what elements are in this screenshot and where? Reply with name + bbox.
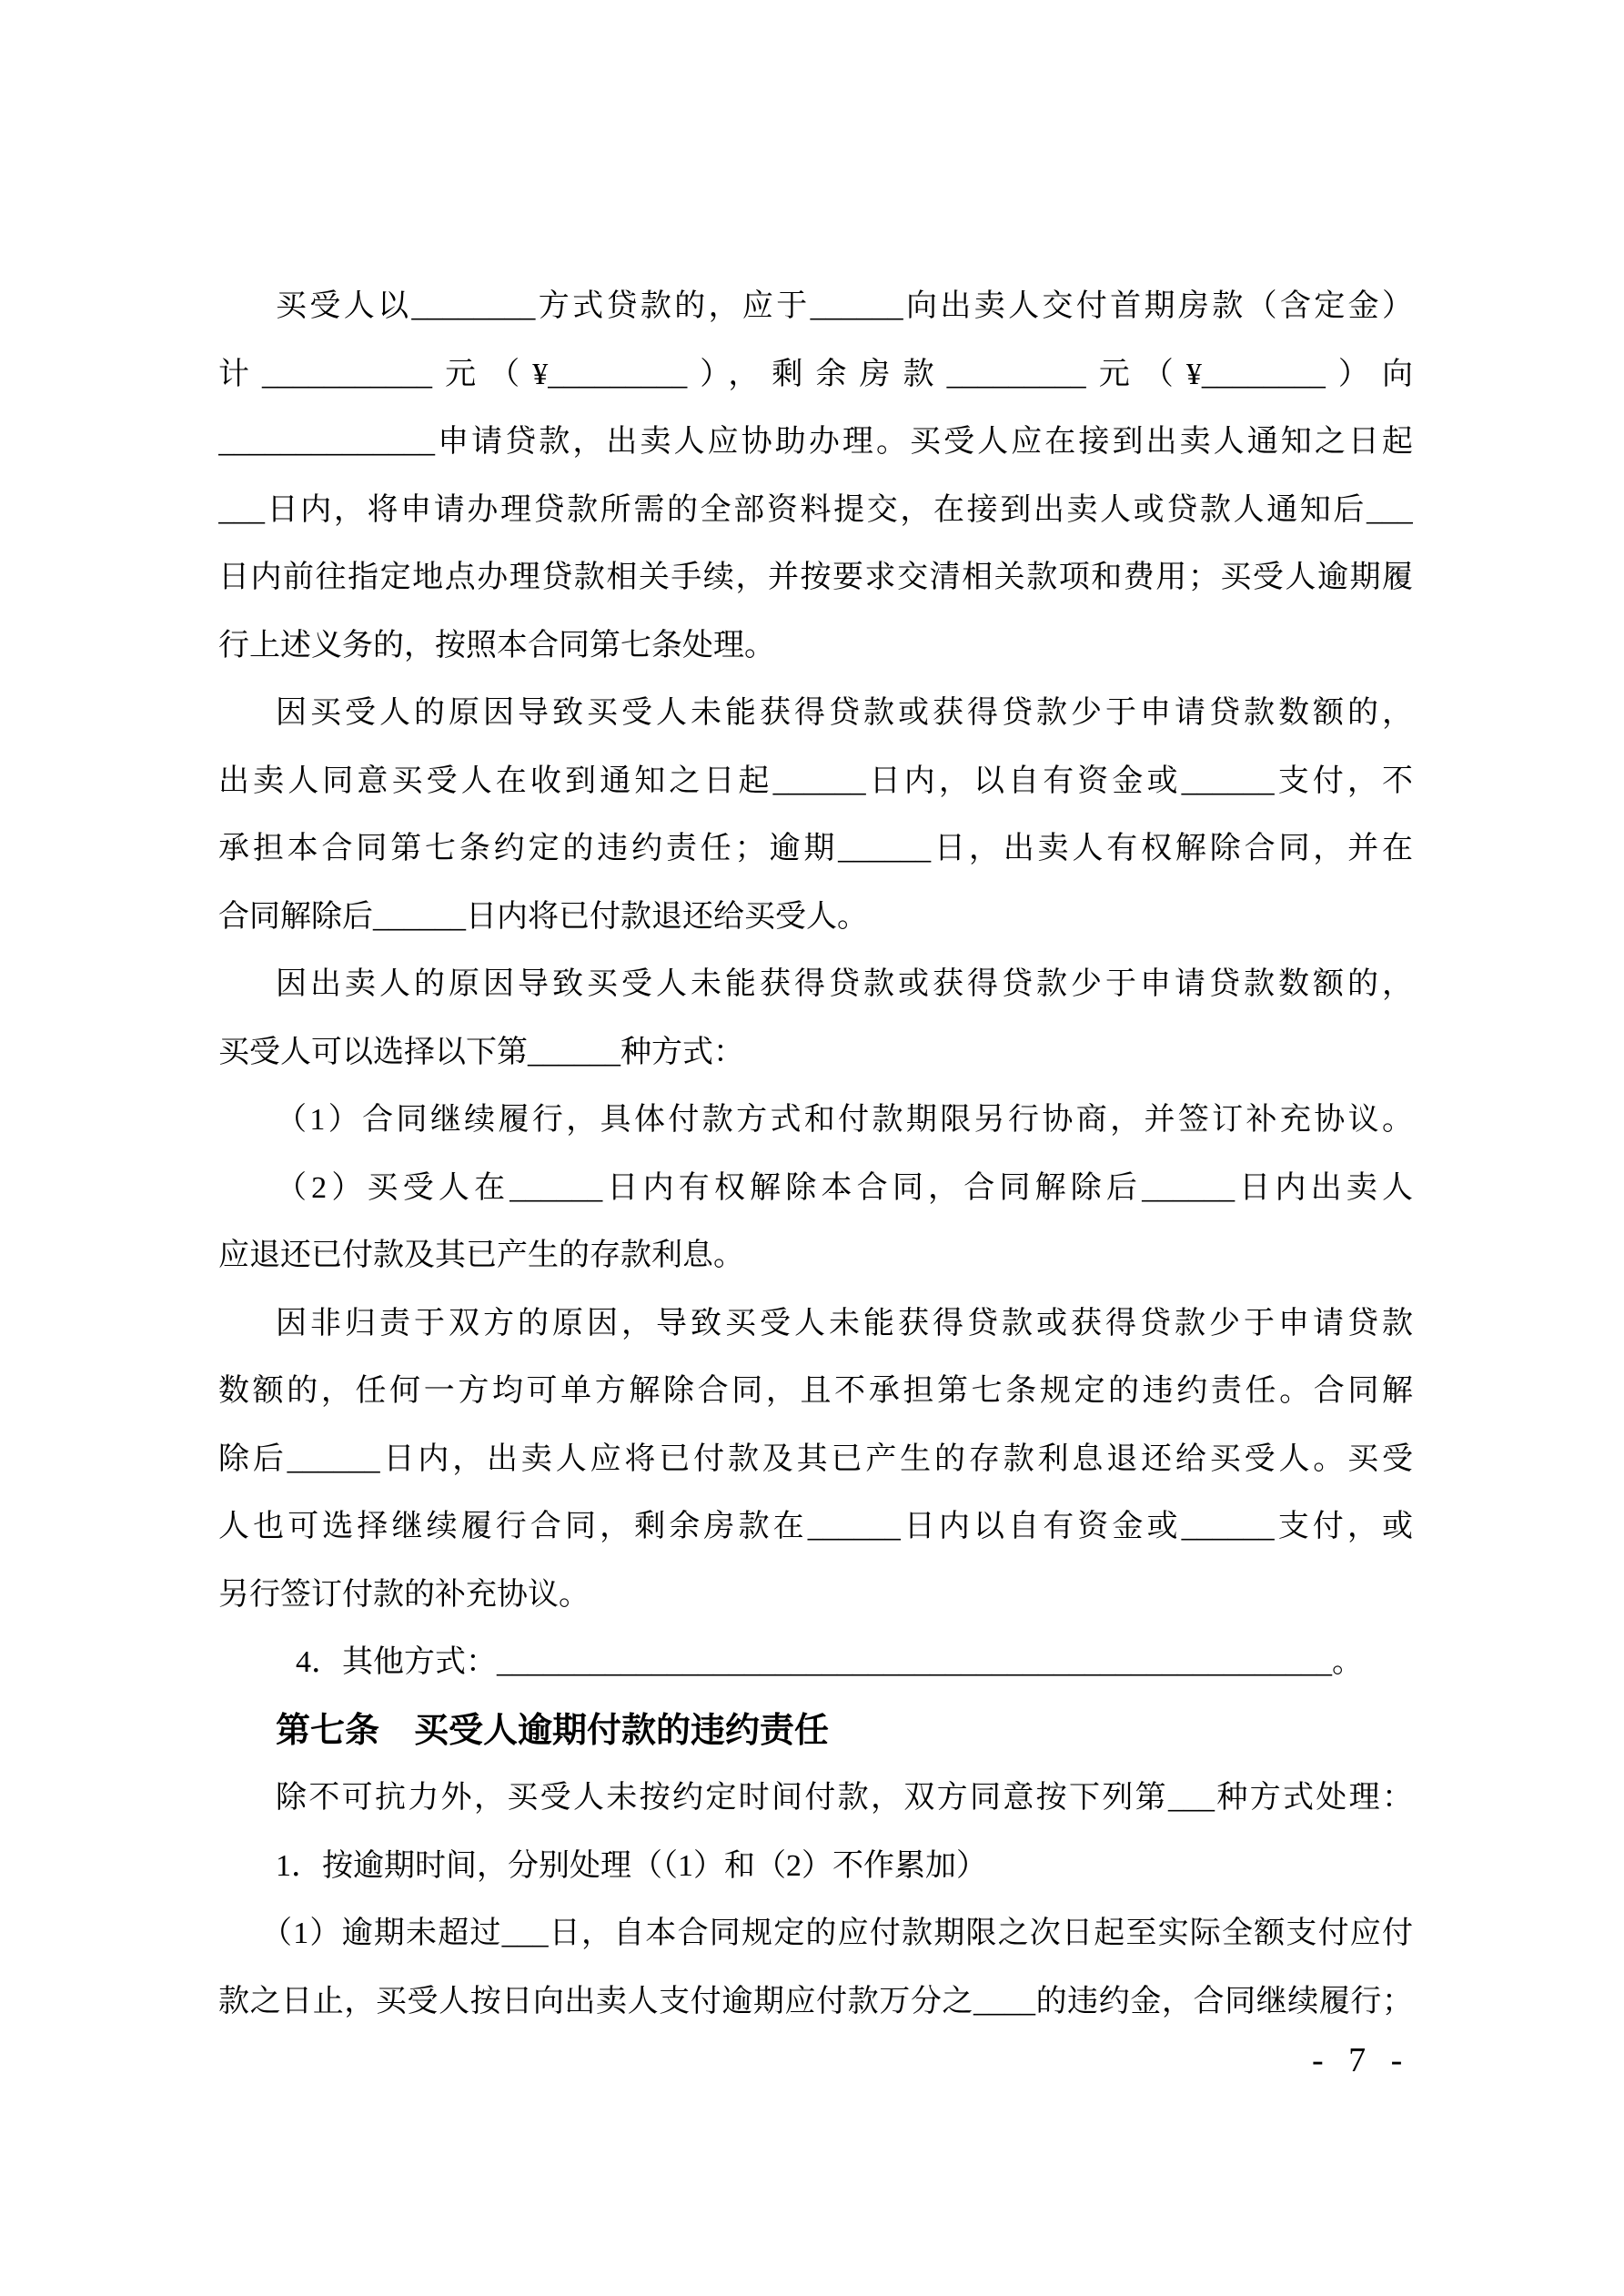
document-line: 因买受人的原因导致买受人未能获得贷款或获得贷款少于申请贷款数额的， bbox=[276, 696, 1413, 730]
document-body bbox=[218, 273, 1413, 2036]
document-line: 因出卖人的原因导致买受人未能获得贷款或获得贷款少于申请贷款数额的， bbox=[276, 967, 1413, 1001]
document-line: 日内前往指定地点办理贷款相关手续，并按要求交清相关款项和费用；买受人逾期履 bbox=[218, 561, 1413, 594]
document-line: 除后______日内，出卖人应将已付款及其已产生的存款利息退还给买受人。买受 bbox=[218, 1441, 1413, 1476]
document-line: 合同解除后______日内将已付款退还给买受人。 bbox=[218, 899, 868, 934]
document-line: 行上述义务的，按照本合同第七条处理。 bbox=[218, 628, 775, 663]
document-line: 另行签订付款的补充协议。 bbox=[218, 1577, 590, 1612]
document-line: ______________申请贷款，出卖人应协助办理。买受人应在接到出卖人通知之日起 bbox=[218, 425, 1413, 459]
document-line: （2）买受人在______日内有权解除本合同，合同解除后______日内出卖人 bbox=[276, 1170, 1413, 1205]
document-line: 4．其他方式：______________________________________________________。 bbox=[296, 1645, 1363, 1679]
document-line: 除不可抗力外，买受人未按约定时间付款，双方同意按下列第___种方式处理： bbox=[276, 1781, 1413, 1815]
document-line: 1．按逾期时间，分别处理（（1）和（2）不作累加） bbox=[276, 1848, 987, 1883]
document-line: 买受人可以选择以下第______种方式： bbox=[218, 1035, 744, 1069]
document-line: 款之日止，买受人按日向出卖人支付逾期应付款万分之____的违约金，合同继续履行； bbox=[218, 1984, 1413, 2018]
document-line: 买受人以________方式贷款的，应于______向出卖人交付首期房款（含定金） bbox=[276, 289, 1413, 323]
document-line: 承担本合同第七条约定的违约责任；逾期______日，出卖人有权解除合同，并在 bbox=[218, 832, 1413, 865]
document-line: 出卖人同意买受人在收到通知之日起______日内，以自有资金或______支付，不 bbox=[218, 764, 1413, 798]
document-line: （1）合同继续履行，具体付款方式和付款期限另行协商，并签订补充协议。 bbox=[276, 1103, 1413, 1137]
document-line: 因非归责于双方的原因，导致买受人未能获得贷款或获得贷款少于申请贷款 bbox=[276, 1306, 1413, 1340]
document-line: 人也可选择继续履行合同，剩余房款在______日内以自有资金或______支付，或 bbox=[218, 1510, 1413, 1543]
document-line: 计___________元（¥_________），剩余房款_________元（¥________）向 bbox=[218, 357, 1413, 391]
document-line: ___日内，将申请办理贷款所需的全部资料提交，在接到出卖人或贷款人通知后___ bbox=[218, 492, 1413, 527]
document-line: 数额的，任何一方均可单方解除合同，且不承担第七条规定的违约责任。合同解 bbox=[218, 1374, 1413, 1408]
document-line: 应退还已付款及其已产生的存款利息。 bbox=[218, 1239, 744, 1272]
page-number: - 7 - bbox=[1312, 2041, 1411, 2079]
section-heading: 第七条 买受人逾期付款的违约责任 bbox=[276, 1711, 830, 1750]
document-line: （1）逾期未超过___日，自本合同规定的应付款期限之次日起至实际全额支付应付 bbox=[261, 1917, 1413, 1950]
